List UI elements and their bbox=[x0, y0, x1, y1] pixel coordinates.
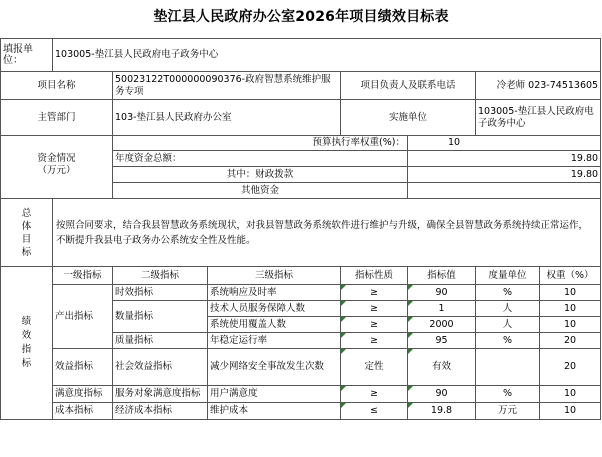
impl-unit-label: 实施单位 bbox=[341, 100, 476, 136]
l2-cell: 数量指标 bbox=[113, 301, 208, 333]
value-cell: 90 bbox=[408, 386, 476, 403]
header-l2: 二级指标 bbox=[113, 267, 208, 285]
header-unit: 度量单位 bbox=[476, 267, 540, 285]
nature-cell: ≥ bbox=[341, 317, 408, 333]
l2-cell: 社会效益指标 bbox=[113, 349, 208, 386]
weight-cell: 10 bbox=[540, 403, 601, 420]
weight-cell: 10 bbox=[540, 285, 601, 301]
fiscal-label: 其中：财政拨款 bbox=[113, 167, 408, 183]
value-cell: 19.8 bbox=[408, 403, 476, 420]
weight-cell: 20 bbox=[540, 333, 601, 349]
weight-cell: 20 bbox=[540, 349, 601, 386]
value-cell: 90 bbox=[408, 285, 476, 301]
header-weight: 权重（%） bbox=[540, 267, 601, 285]
weight-cell: 10 bbox=[540, 386, 601, 403]
project-name-label: 项目名称 bbox=[1, 72, 113, 100]
table-row bbox=[1, 386, 601, 403]
l1-cell: 满意度指标 bbox=[53, 386, 113, 403]
nature-cell: ≤ bbox=[341, 403, 408, 420]
unit-label: 填报单位： bbox=[1, 39, 53, 72]
l1-cell: 效益指标 bbox=[53, 349, 113, 386]
l3-cell: 系统使用覆盖人数 bbox=[208, 317, 341, 333]
unit-value: 103005-垫江县人民政府电子政务中心 bbox=[53, 39, 601, 72]
table-row bbox=[1, 285, 601, 301]
l1-cell: 成本指标 bbox=[53, 403, 113, 420]
l3-cell: 技术人员服务保障人数 bbox=[208, 301, 341, 317]
impl-unit-value: 103005-垫江县人民政府电子政务中心 bbox=[476, 100, 601, 136]
year-total-value: 19.80 bbox=[408, 151, 601, 167]
weight-rate-label: 预算执行率权重(%)： bbox=[113, 136, 408, 151]
value-cell: 95 bbox=[408, 333, 476, 349]
value-cell: 有效 bbox=[408, 349, 476, 386]
header-value: 指标值 bbox=[408, 267, 476, 285]
other-funds-label: 其他资金 bbox=[113, 183, 408, 199]
unit-cell: % bbox=[476, 285, 540, 301]
weight-cell: 10 bbox=[540, 301, 601, 317]
unit-cell: % bbox=[476, 386, 540, 403]
unit-cell bbox=[476, 349, 540, 386]
l2-cell: 经济成本指标 bbox=[113, 403, 208, 420]
table-row bbox=[1, 403, 601, 420]
page-title: 垫江县人民政府办公室2026年项目绩效目标表 bbox=[153, 9, 449, 25]
nature-cell: ≥ bbox=[341, 285, 408, 301]
year-total-label: 年度资金总额： bbox=[113, 151, 408, 167]
l2-cell: 质量指标 bbox=[113, 333, 208, 349]
table-row bbox=[1, 349, 601, 386]
goal-label: 总 体 目 标 bbox=[1, 199, 53, 267]
funds-label: 资金情况 （万元） bbox=[1, 151, 113, 199]
perf-label: 绩 效 指 标 bbox=[1, 267, 53, 420]
fiscal-value: 19.80 bbox=[408, 167, 601, 183]
unit-cell: 人 bbox=[476, 301, 540, 317]
l3-cell: 减少网络安全事故发生次数 bbox=[208, 349, 341, 386]
header-nature: 指标性质 bbox=[341, 267, 408, 285]
l3-cell: 维护成本 bbox=[208, 403, 341, 420]
header-l1: 一级指标 bbox=[53, 267, 113, 285]
l2-cell: 时效指标 bbox=[113, 285, 208, 301]
contact-value: 冷老师 023-74513605 bbox=[476, 72, 601, 100]
nature-cell: ≥ bbox=[341, 333, 408, 349]
project-name-value: 50023122T000000090376-政府智慧系统维护服务专项 bbox=[113, 72, 341, 100]
l3-cell: 年稳定运行率 bbox=[208, 333, 341, 349]
l2-cell: 服务对象满意度指标 bbox=[113, 386, 208, 403]
goal-text: 按照合同要求，结合我县智慧政务系统现状，对我县智慧政务系统软件进行维护与升级，确保全县智慧政务系统持续正常运作，不断提升我县电子政务办公系统安全性及性能。 bbox=[53, 199, 601, 267]
dept-label: 主管部门 bbox=[1, 100, 113, 136]
value-cell: 1 bbox=[408, 301, 476, 317]
unit-cell: 人 bbox=[476, 317, 540, 333]
weight-cell: 10 bbox=[540, 317, 601, 333]
unit-cell: % bbox=[476, 333, 540, 349]
value-cell: 2000 bbox=[408, 317, 476, 333]
other-funds-value bbox=[408, 183, 601, 199]
dept-value: 103-垫江县人民政府办公室 bbox=[113, 100, 341, 136]
nature-cell: 定性 bbox=[341, 349, 408, 386]
nature-cell: ≥ bbox=[341, 386, 408, 403]
l1-cell: 产出指标 bbox=[53, 285, 113, 349]
header-l3: 三级指标 bbox=[208, 267, 341, 285]
l3-cell: 用户满意度 bbox=[208, 386, 341, 403]
weight-rate-value: 10 bbox=[408, 136, 601, 151]
unit-cell: 万元 bbox=[476, 403, 540, 420]
l3-cell: 系统响应及时率 bbox=[208, 285, 341, 301]
nature-cell: ≥ bbox=[341, 301, 408, 317]
contact-label: 项目负责人及联系电话 bbox=[341, 72, 476, 100]
performance-table bbox=[0, 38, 601, 420]
